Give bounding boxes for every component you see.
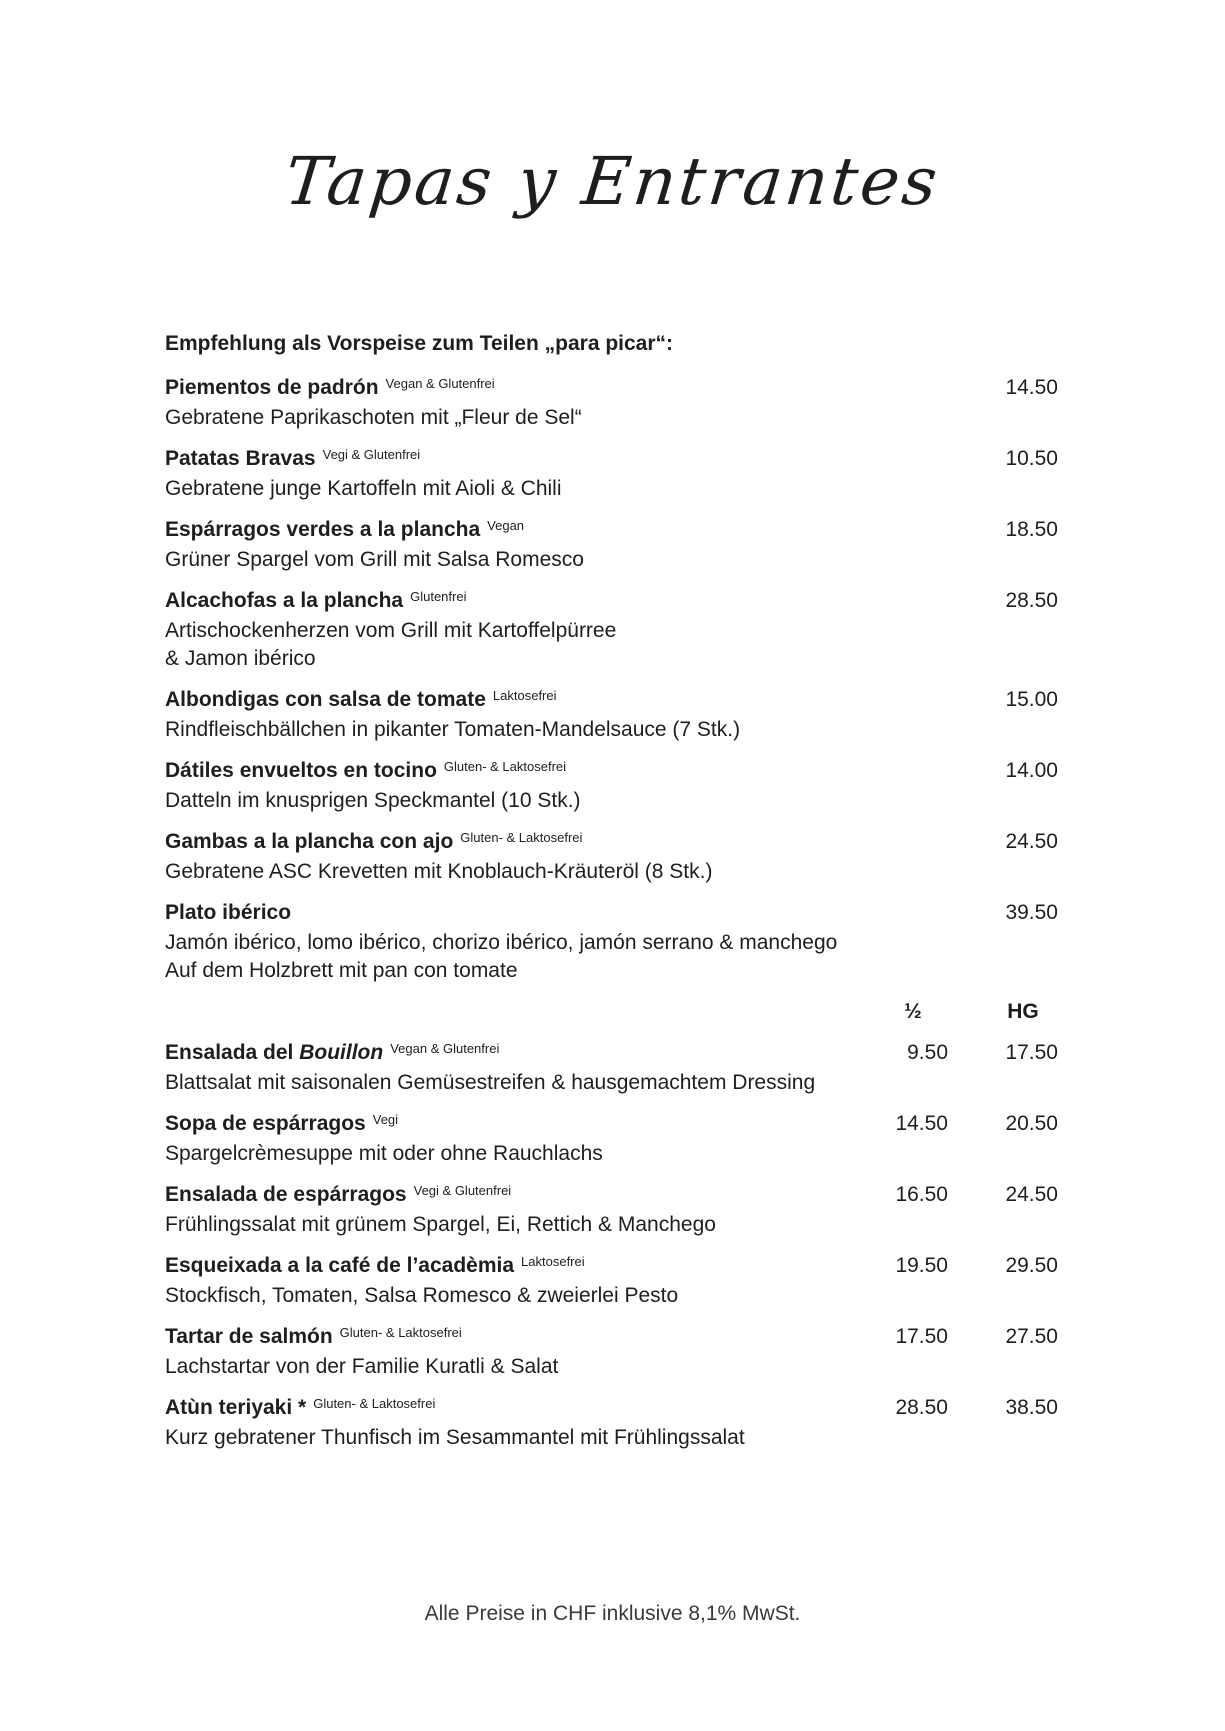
item-price-half: 9.50 (907, 1041, 948, 1064)
item-price-half: 19.50 (895, 1254, 948, 1277)
item-name: Piementos de padrón (165, 376, 379, 399)
item-diet-tag: Vegan & Glutenfrei (385, 376, 495, 391)
column-header-half: ½ (904, 1000, 922, 1023)
menu-item (165, 1252, 1058, 1310)
item-description: Artischockenherzen vom Grill mit Kartoffelpürree (165, 619, 617, 642)
item-price: 20.50 (1005, 1112, 1058, 1135)
item-price: 28.50 (1005, 589, 1058, 612)
item-price: 15.00 (1005, 688, 1058, 711)
item-description: Kurz gebratener Thunfisch im Sesammantel mit Frühlingssalat (165, 1426, 745, 1449)
item-price: 27.50 (1005, 1325, 1058, 1348)
item-name: Albondigas con salsa de tomate (165, 688, 486, 711)
item-diet-tag: Laktosefrei (492, 688, 557, 703)
item-description: Grüner Spargel vom Grill mit Salsa Romesco (165, 548, 584, 571)
item-name: Dátiles envueltos en tocino (165, 759, 437, 782)
item-price: 39.50 (1005, 901, 1058, 924)
item-name: Atùn teriyaki * (165, 1396, 307, 1419)
item-diet-tag: Gluten- & Laktosefrei (460, 830, 583, 845)
item-diet-tag: Gluten- & Laktosefrei (443, 759, 567, 774)
item-price: 29.50 (1005, 1254, 1058, 1277)
item-name: Alcachofas a la plancha (165, 589, 404, 612)
item-description: Lachstartar von der Familie Kuratli & Salat (165, 1355, 559, 1378)
item-description: Blattsalat mit saisonalen Gemüsestreifen & hausgemachtem Dressing (165, 1071, 816, 1094)
item-price: 24.50 (1005, 830, 1058, 853)
vat-notice: Alle Preise in CHF inklusive 8,1% MwSt. (424, 1602, 801, 1625)
item-name: Ensalada de espárragos (165, 1183, 407, 1206)
menu-item (165, 1323, 1058, 1381)
item-diet-tag: Vegi & Glutenfrei (413, 1183, 512, 1198)
item-price: 10.50 (1005, 447, 1058, 470)
item-diet-tag: Laktosefrei (521, 1254, 585, 1269)
item-price: 17.50 (1005, 1041, 1058, 1064)
menu-item (165, 1039, 1058, 1097)
item-description: Auf dem Holzbrett mit pan con tomate (165, 959, 518, 982)
item-name: Gambas a la plancha con ajo (165, 830, 454, 853)
page-title: Tapas y Entrantes (281, 143, 944, 220)
menu-body (165, 330, 1058, 1465)
intro-line: Empfehlung als Vorspeise zum Teilen „para picar“: (165, 332, 674, 355)
item-price-half: 14.50 (895, 1112, 948, 1135)
item-price-half: 28.50 (895, 1396, 948, 1419)
menu-item (165, 757, 1058, 815)
item-diet-tag: Vegi & Glutenfrei (322, 447, 421, 462)
menu-item (165, 516, 1058, 574)
menu-item (165, 1110, 1058, 1168)
item-name: Ensalada del Bouillon (165, 1041, 384, 1064)
menu-item (165, 374, 1058, 432)
item-price-half: 17.50 (895, 1325, 948, 1348)
item-diet-tag: Vegan & Glutenfrei (390, 1041, 500, 1056)
item-price: 38.50 (1005, 1396, 1058, 1419)
item-description: Gebratene junge Kartoffeln mit Aioli & Chili (165, 477, 562, 500)
item-price: 14.00 (1005, 759, 1058, 782)
item-name: Sopa de espárragos (165, 1112, 366, 1135)
menu-item (165, 899, 1058, 985)
item-price: 14.50 (1005, 376, 1058, 399)
price-columns-header (165, 998, 1058, 1026)
menu-item (165, 828, 1058, 886)
item-diet-tag: Vegan (487, 518, 525, 533)
item-description: Stockfisch, Tomaten, Salsa Romesco & zweierlei Pesto (165, 1284, 679, 1307)
menu-item (165, 1181, 1058, 1239)
item-name-italic: Bouillon (299, 1041, 384, 1064)
column-header-main: HG (1007, 1000, 1039, 1023)
menu-item (165, 445, 1058, 503)
item-name: Patatas Bravas (165, 447, 316, 470)
item-price: 24.50 (1005, 1183, 1058, 1206)
item-description: Rindfleischbällchen in pikanter Tomaten-Mandelsauce (7 Stk.) (165, 718, 741, 741)
item-price: 18.50 (1005, 518, 1058, 541)
item-description: Frühlingssalat mit grünem Spargel, Ei, Rettich & Manchego (165, 1213, 716, 1236)
item-description: Datteln im knusprigen Speckmantel (10 Stk.) (165, 789, 581, 812)
item-description: Jamón ibérico, lomo ibérico, chorizo ibérico, jamón serrano & manchego (165, 931, 838, 954)
menu-item (165, 587, 1058, 673)
item-price-half: 16.50 (895, 1183, 948, 1206)
item-diet-tag: Vegi (372, 1112, 399, 1127)
item-description: Gebratene ASC Krevetten mit Knoblauch-Kräuteröl (8 Stk.) (165, 860, 713, 883)
item-description: Spargelcrèmesuppe mit oder ohne Rauchlachs (165, 1142, 603, 1165)
menu-item (165, 686, 1058, 744)
item-diet-tag: Gluten- & Laktosefrei (313, 1396, 436, 1411)
item-name: Esqueixada a la café de l’acadèmia (165, 1254, 515, 1277)
item-diet-tag: Gluten- & Laktosefrei (339, 1325, 462, 1340)
item-name: Plato ibérico (165, 901, 292, 924)
item-description: Gebratene Paprikaschoten mit „Fleur de Sel“ (165, 406, 582, 429)
item-name: Tartar de salmón (165, 1325, 333, 1348)
item-description: & Jamon ibérico (165, 647, 316, 670)
item-name: Espárragos verdes a la plancha (165, 518, 481, 541)
item-diet-tag: Glutenfrei (410, 589, 467, 604)
menu-item (165, 1394, 1058, 1452)
